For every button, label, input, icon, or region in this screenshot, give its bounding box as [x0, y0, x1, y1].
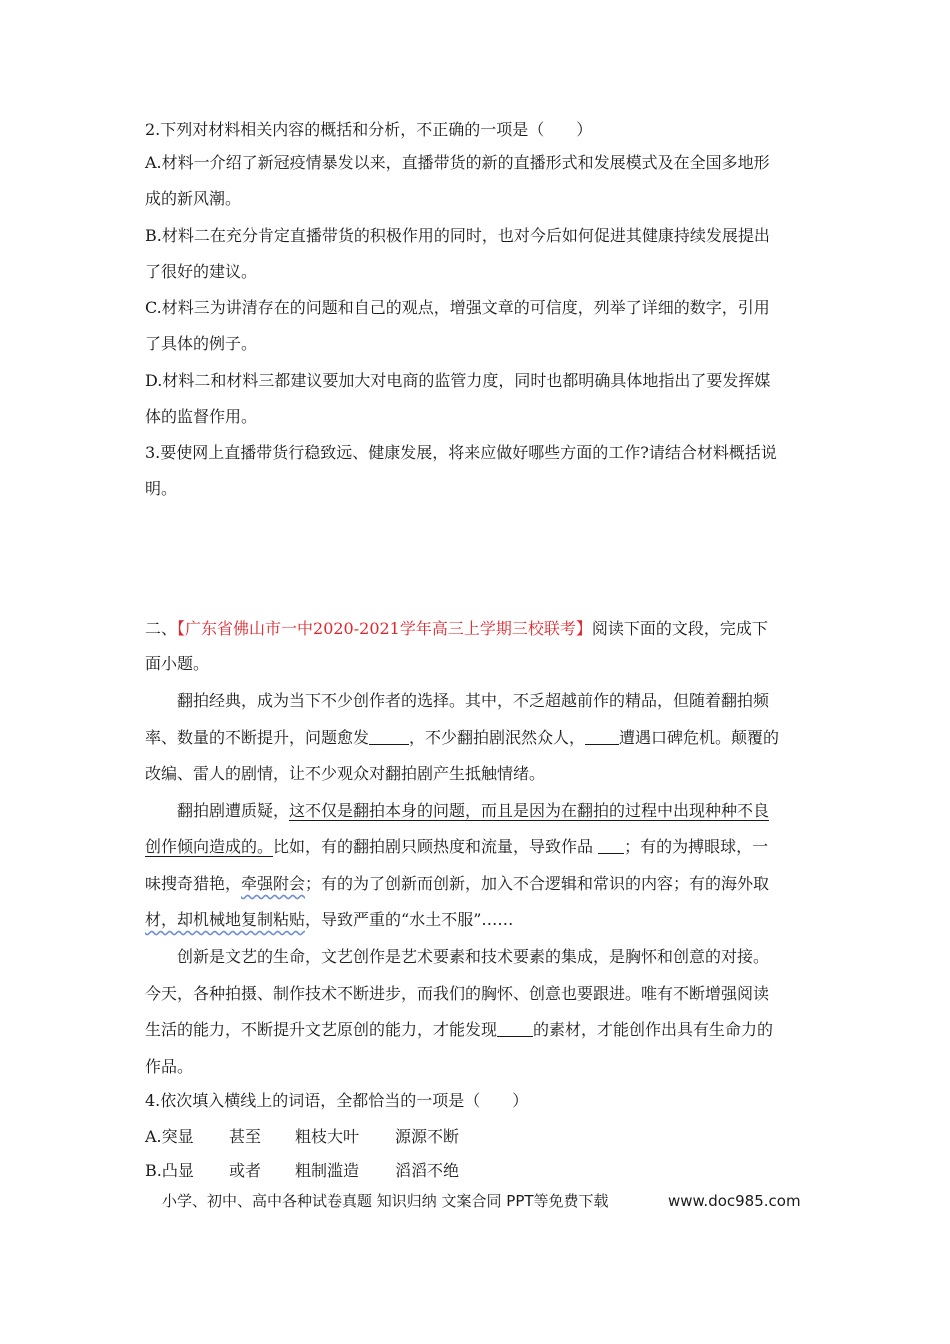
- q2-option-d-line1: D.材料二和材料三都建议要加大对电商的监管力度，同时也都明确具体地指出了要发挥媒: [145, 371, 771, 390]
- text-run: 翻拍剧遭质疑，: [177, 801, 290, 820]
- q2-option-c-line1: C.材料三为讲清存在的问题和自己的观点，增强文章的可信度，列举了详细的数字，引用: [145, 298, 770, 317]
- wavy-phrase: 材，却机械地复制粘贴: [145, 910, 306, 929]
- text-run: ；有的为搏眼球，一: [624, 837, 769, 856]
- q4-option-b-word2: 或者: [229, 1161, 262, 1180]
- passage-p2-line3: [145, 873, 769, 895]
- q2-option-a-line2: 成的新风潮。: [145, 189, 242, 208]
- passage-p3-line4: 作品。: [145, 1057, 194, 1076]
- text-run: 味搜奇猎艳，: [145, 874, 242, 893]
- passage-p3-line2: 今天，各种拍摄、制作技术不断进步，而我们的胸怀、创意也要跟进。唯有不断增强阅读: [145, 984, 770, 1003]
- q4-option-b-word4: 滔滔不绝: [395, 1161, 460, 1180]
- text-run: ，不少翻拍剧泯然众人，: [409, 728, 586, 747]
- q2-option-a-line1: A.材料一介绍了新冠疫情暴发以来，直播带货的新的直播形式和发展模式及在全国多地形: [145, 153, 770, 172]
- q2-option-b-line1: B.材料二在充分肯定直播带货的积极作用的同时，也对今后如何促进其健康持续发展提出: [145, 226, 770, 245]
- passage-p2-line4: [145, 909, 513, 931]
- q2-option-b-line2: 了很好的建议。: [145, 262, 258, 281]
- text-run: ，导致严重的“水土不服”……: [305, 910, 514, 929]
- wavy-phrase: 牵强附会: [241, 874, 306, 893]
- passage-p2-line2: [145, 836, 768, 858]
- section-heading: [145, 618, 768, 640]
- underlined-sentence: 这不仅是翻拍本身的问题，而且是因为在翻拍的过程中出现种种不良: [289, 801, 770, 820]
- blank-4: [497, 1020, 533, 1037]
- passage-p1-line2: [145, 727, 779, 749]
- passage-p1-line1: 翻拍经典，成为当下不少创作者的选择。其中，不乏超越前作的精品，但随着翻拍频: [177, 691, 770, 710]
- q2-option-d-line2: 体的监督作用。: [145, 407, 258, 426]
- blank-2: [585, 728, 619, 745]
- q4-option-a-word3: 粗枝大叶: [295, 1127, 360, 1146]
- blank-1: [369, 728, 409, 745]
- q2-option-c-line2: 了具体的例子。: [145, 334, 258, 353]
- q4-option-b-word1: B.凸显: [145, 1161, 194, 1180]
- section-number: 二、: [145, 619, 178, 638]
- text-run: 的素材，才能创作出具有生命力的: [533, 1020, 774, 1039]
- q3-line2: 明。: [145, 479, 178, 498]
- underlined-sentence: 创作倾向造成的。: [145, 837, 274, 856]
- q4-stem: 4.依次填入横线上的词语，全都恰当的一项是（ ）: [145, 1091, 529, 1110]
- blank-3: [598, 837, 624, 854]
- q4-option-a-word1: A.突显: [145, 1127, 194, 1146]
- text-run: 遭遇口碑危机。颠覆的: [619, 728, 780, 747]
- text-run: 生活的能力，不断提升文艺原创的能力，才能发现: [145, 1020, 498, 1039]
- passage-p1-line3: 改编、雷人的剧情，让不少观众对翻拍剧产生抵触情绪。: [145, 764, 546, 783]
- q4-option-a-word2: 甚至: [229, 1127, 262, 1146]
- q4-option-a-word4: 源源不断: [395, 1127, 460, 1146]
- q4-option-a: [145, 1126, 545, 1148]
- passage-p2-line1: [177, 800, 769, 822]
- instruction-text-cont: 面小题。: [145, 654, 210, 673]
- text-run: 率、数量的不断提升，问题愈发: [145, 728, 370, 747]
- footer-text: 小学、初中、高中各种试卷真题 知识归纳 文案合同 PPT等免费下载: [162, 1192, 609, 1210]
- text-run: ；有的为了创新而创新，加入不合逻辑和常识的内容；有的海外取: [305, 874, 770, 893]
- passage-p3-line1: 创新是文艺的生命，文艺创作是艺术要素和技术要素的集成，是胸怀和创意的对接。: [177, 947, 770, 966]
- footer-site-link[interactable]: www.doc985.com: [668, 1192, 801, 1210]
- passage-p3-line3: [145, 1019, 773, 1041]
- q4-option-b-word3: 粗制滥造: [295, 1161, 360, 1180]
- q3-line1: 3.要使网上直播带货行稳致远、健康发展，将来应做好哪些方面的工作?请结合材料概括说: [145, 443, 777, 462]
- q4-option-b: [145, 1160, 545, 1182]
- source-label: 【广东省佛山市一中2020-2021学年高三上学期三校联考】: [177, 619, 592, 638]
- text-run: 比如，有的翻拍剧只顾热度和流量，导致作品: [273, 837, 599, 856]
- q2-stem: 2.下列对材料相关内容的概括和分析，不正确的一项是（ ）: [145, 120, 593, 139]
- instruction-text: 阅读下面的文段，完成下: [591, 619, 768, 638]
